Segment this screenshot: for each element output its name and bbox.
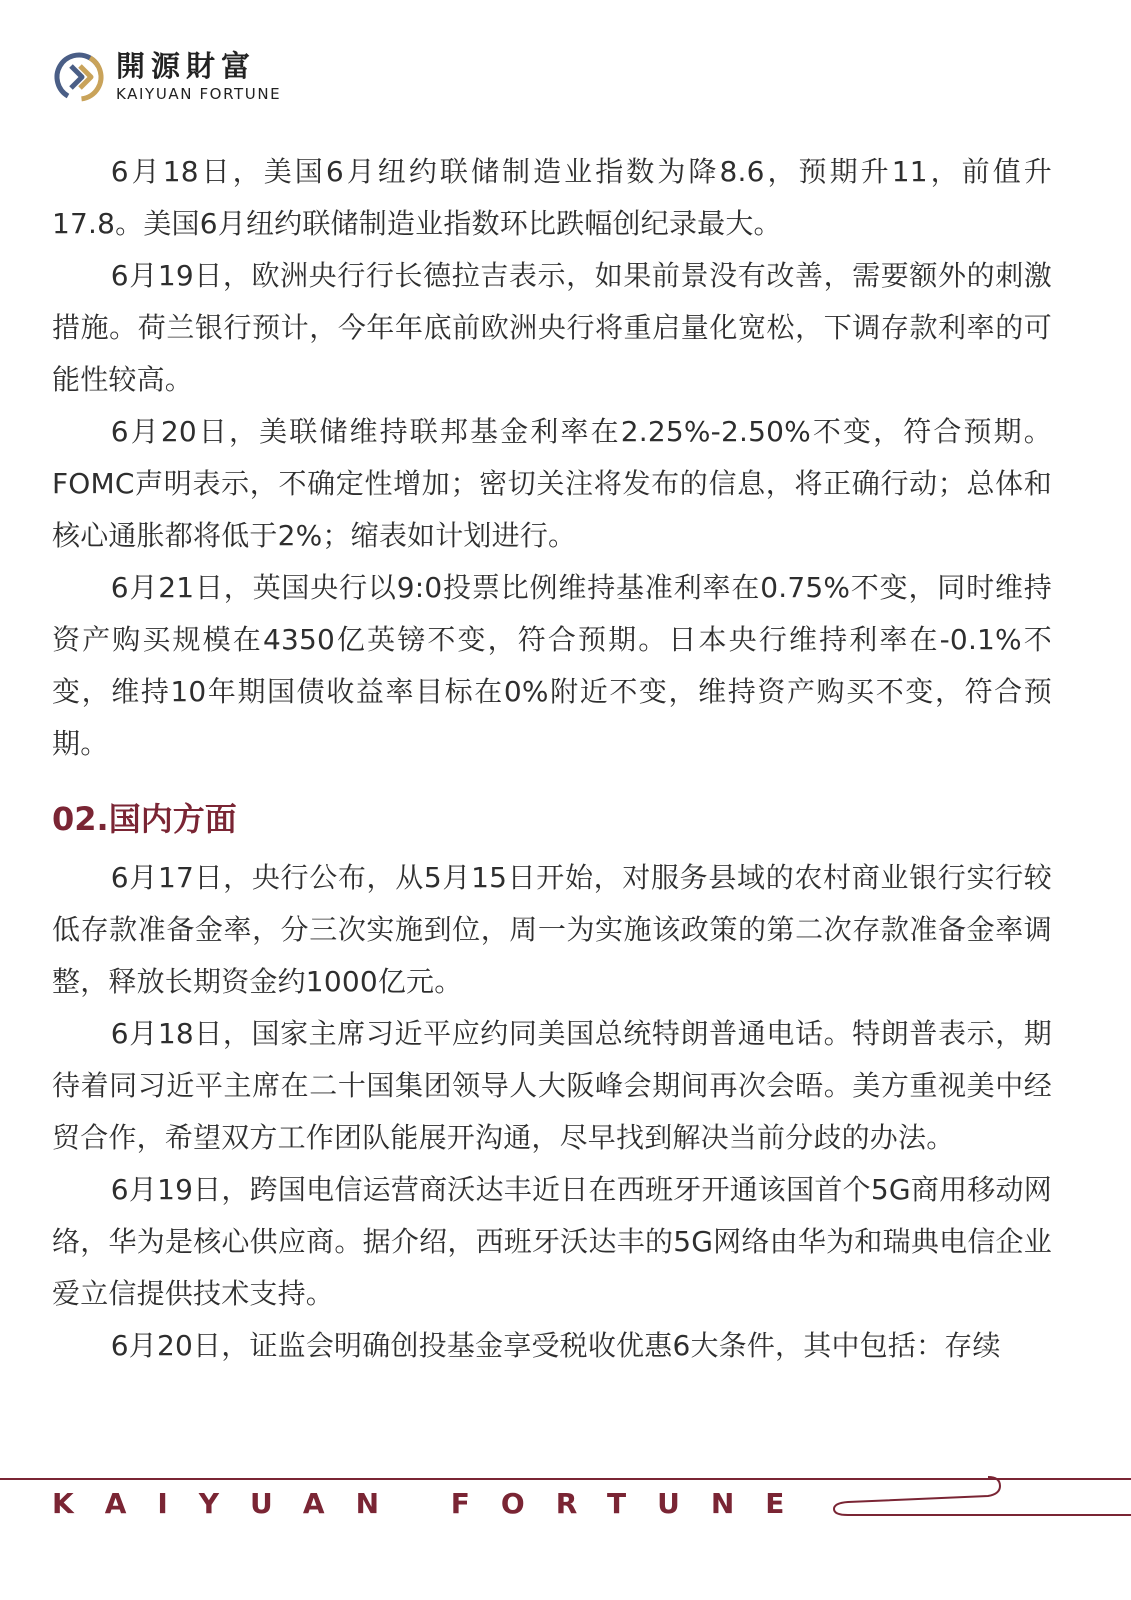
paragraph-intl-0621: 6月21日，英国央行以9:0投票比例维持基准利率在0.75%不变，同时维持资产购买规模在4350亿英镑不变，符合预期。日本央行维持利率在-0.1%不变，维持10年期国债收益率目标在0%附近不变，维持资产购买不变，符合预期。 bbox=[52, 571, 1052, 760]
paragraph-domestic-0619: 6月19日，跨国电信运营商沃达丰近日在西班牙开通该国首个5G商用移动网络，华为是核心供应商。据介绍，西班牙沃达丰的5G网络由华为和瑞典电信企业爱立信提供技术支持。 bbox=[52, 1173, 1052, 1310]
brand-logo bbox=[52, 50, 281, 104]
paragraph-intl-0618: 6月18日，美国6月纽约联储制造业指数为降8.6，预期升11，前值升17.8。美国6月纽约联储制造业指数环比跌幅创纪录最大。 bbox=[52, 155, 1052, 240]
brand-wordmark bbox=[116, 50, 281, 104]
footer-brand-text: KAIYUAN FORTUNE bbox=[52, 1487, 816, 1520]
article-body bbox=[52, 146, 1052, 1372]
brand-logo-icon bbox=[52, 50, 106, 104]
paragraph-intl-0619: 6月19日，欧洲央行行长德拉吉表示，如果前景没有改善，需要额外的刺激措施。荷兰银行预计，今年年底前欧洲央行将重启量化宽松，下调存款利率的可能性较高。 bbox=[52, 259, 1052, 396]
paragraph-domestic-0618: 6月18日，国家主席习近平应约同美国总统特朗普通电话。特朗普表示，期待着同习近平主席在二十国集团领导人大阪峰会期间再次会晤。美方重视美中经贸合作，希望双方工作团队能展开沟通，尽早找到解决当前分歧的办法。 bbox=[52, 1017, 1052, 1154]
paragraph-domestic-0620: 6月20日，证监会明确创投基金享受税收优惠6大条件，其中包括：存续 bbox=[110, 1329, 1001, 1362]
brand-name-cn: 開源財富 bbox=[116, 49, 257, 83]
paragraph-intl-0620: 6月20日，美联储维持联邦基金利率在2.25%-2.50%不变，符合预期。FOMC声明表示，不确定性增加；密切关注将发布的信息，将正确行动；总体和核心通胀都将低于2%；缩表如计划进行。 bbox=[52, 415, 1052, 552]
footer-swoosh-icon bbox=[828, 1474, 1131, 1524]
paragraph-domestic-0617: 6月17日，央行公布，从5月15日开始，对服务县域的农村商业银行实行较低存款准备金率，分三次实施到位，周一为实施该政策的第二次存款准备金率调整，释放长期资金约1000亿元。 bbox=[52, 861, 1052, 998]
brand-name-en: KAIYUAN FORTUNE bbox=[116, 85, 282, 103]
section-heading-domestic: 02.国内方面 bbox=[52, 800, 237, 838]
